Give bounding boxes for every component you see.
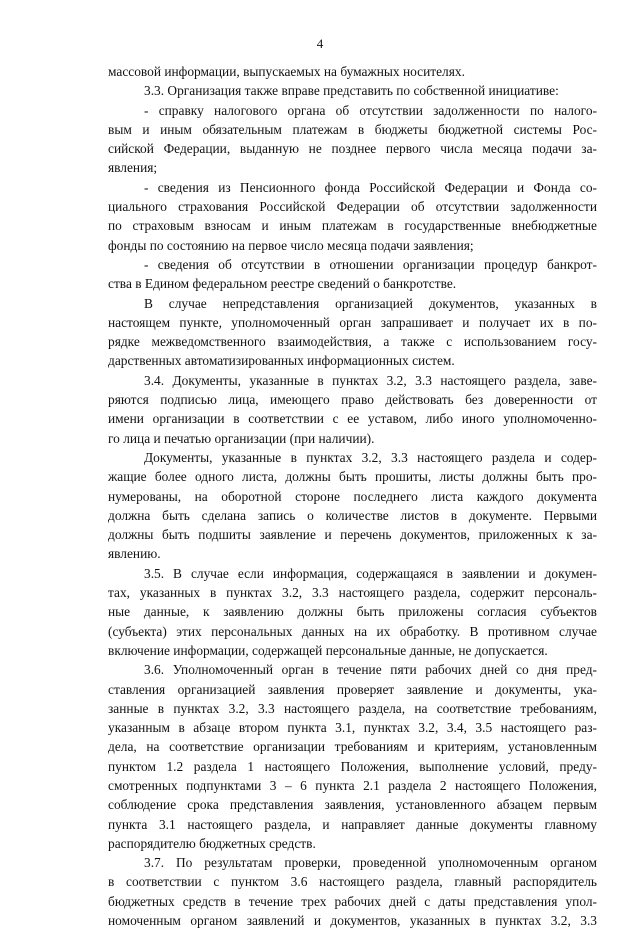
text-line: (субъекта) этих персональных данных на их обработку. В противном случае (108, 623, 597, 639)
text-line: включение информации, содержащей персональные данные, не допускается. (108, 642, 548, 658)
text-line: явлению. (108, 546, 161, 562)
text-line: смотренных подпунктами 3 – 6 пункта 2.1 раздела 2 настоящего Положения, (108, 777, 597, 793)
text-line: фонды по состоянию на первое число месяца подачи заявления; (108, 237, 474, 253)
text-line: явления; (108, 160, 158, 176)
text-line: ства в Едином федеральном реестре сведений о банкротстве. (108, 276, 457, 292)
text-line: В случае непредставления организацией документов, указанных в (144, 295, 597, 311)
text-line: - справку налогового органа об отсутствии задолженности по налого- (144, 102, 597, 118)
text-line: настоящем пункте, уполномоченный орган запрашивает и получает их в по- (108, 314, 597, 330)
text-line: дела, на соответствие организации требованиям и критериям, установленным (108, 739, 597, 755)
text-line: жащие более одного листа, должны быть прошиты, листы должны быть про- (108, 469, 597, 485)
text-line: пункта 3.1 настоящего раздела, и направляет данные документы главному (108, 816, 597, 832)
text-line: 3.4. Документы, указанные в пунктах 3.2, 3.3 настоящего раздела, заве- (144, 372, 597, 388)
text-line: го лица и печатью организации (при наличии). (108, 430, 375, 446)
text-line: тах, указанных в пунктах 3.2, 3.3 настоящего раздела, содержит персональ- (108, 585, 597, 601)
text-line: указанным в абзаце втором пункта 3.1, пунктах 3.2, 3.4, 3.5 настоящего раз- (108, 720, 597, 736)
text-line: циального страхования Российской Федерации об отсутствии задолженности (108, 199, 597, 215)
text-line: соблюдение срока представления заявления, установленного абзацем первым (108, 797, 597, 813)
text-line: Документы, указанные в пунктах 3.2, 3.3 настоящего раздела и содер- (144, 449, 597, 465)
text-line: занные в пунктах 3.2, 3.3 настоящего раздела, на соответствие требованиям, (108, 700, 597, 716)
text-line: рядке межведомственного взаимодействия, а также с использованием госу- (108, 334, 597, 350)
page-number: 4 (316, 36, 324, 51)
text-line: в соответствии с пунктом 3.6 настоящего раздела, главный распорядитель (108, 874, 597, 890)
text-line: массовой информации, выпускаемых на бумажных носителях. (108, 64, 465, 79)
text-line: должна быть сделана запись о количестве листов в документе. Первыми (108, 507, 597, 523)
text-line: бюджетных средств в течение трех рабочих дней с даты представления упол- (108, 893, 597, 909)
text-line: ные данные, к заявлению должны быть приложены согласия субъектов (108, 604, 597, 620)
text-line: нумерованы, на оборотной стороне последнего листа каждого документа (108, 488, 597, 504)
text-line: пунктом 1.2 раздела 1 настоящего Положения, выполнение условий, преду- (108, 758, 597, 774)
text-line: 3.3. Организация также вправе представить по собственной инициативе: (144, 83, 559, 99)
text-line: 3.6. Уполномоченный орган в течение пяти рабочих дней со дня пред- (144, 662, 597, 678)
text-line: имени организации в соответствии с ее уставом, либо иного уполномоченно- (108, 411, 597, 427)
document-body (108, 62, 597, 930)
text-line: ставления организацией заявления проверяет заявление и документы, ука- (108, 681, 597, 697)
text-line: номоченным органом заявлений и документов, указанных в пунктах 3.2, 3.3 (108, 913, 597, 929)
text-line: должны быть подшиты заявление и перечень документов, приложенных к за- (108, 527, 597, 543)
text-line: - сведения из Пенсионного фонда Российской Федерации и Фонда со- (144, 179, 597, 195)
text-line: по страховым взносам и иным платежам в государственные внебюджетные (108, 218, 597, 234)
text-line: - сведения об отсутствии в отношении организации процедур банкрот- (144, 256, 597, 272)
text-line: 3.5. В случае если информация, содержащаяся в заявлении и докумен- (144, 565, 597, 581)
text-line: 3.7. По результатам проверки, проведенной уполномоченным органом (144, 855, 597, 871)
text-line: дарственных автоматизированных информационных систем. (108, 353, 455, 369)
text-line: распорядителю бюджетных средств. (108, 835, 316, 851)
text-line: ряются подписью лица, имеющего право действовать без доверенности от (108, 392, 597, 408)
text-line: сийской Федерации, выданную не позднее первого числа месяца подачи за- (108, 141, 597, 157)
text-line: вым и иным обязательным платежам в бюджеты бюджетной системы Рос- (108, 121, 597, 137)
